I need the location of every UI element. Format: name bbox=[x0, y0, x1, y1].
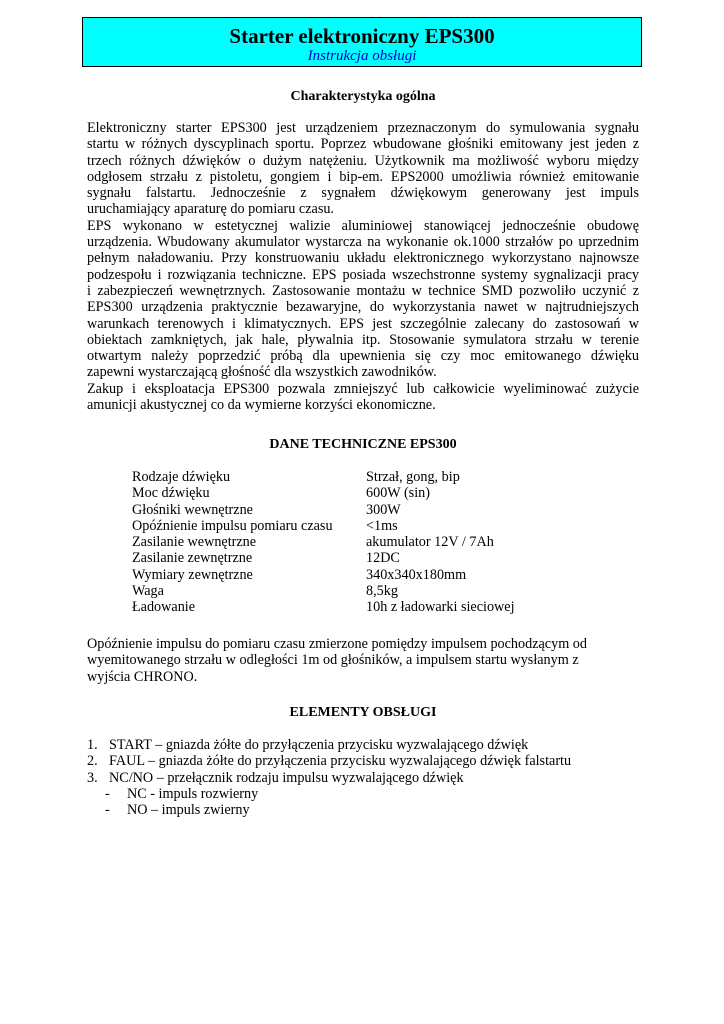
spec-value: Strzał, gong, bip bbox=[366, 469, 460, 485]
text-line: sygnału falstartu. Jednocześnie z sygnałem dźwiękowym generowany jest impuls bbox=[87, 185, 639, 202]
spec-value: 340x340x180mm bbox=[366, 566, 467, 583]
text-line: Opóźnienie impulsu do pomiaru czasu zmierzone pomiędzy impulsem pochodzącym od bbox=[87, 636, 587, 652]
spec-row bbox=[132, 518, 515, 534]
text-line: EPS300 urządzenia praktycznie bezawaryjne, do wykorzystania nawet w najtrudniejszych bbox=[87, 299, 639, 316]
spec-value: 8,5kg bbox=[366, 583, 398, 600]
document-subtitle: Instrukcja obsługi bbox=[307, 48, 417, 64]
spec-value: 10h z ładowarki sieciowej bbox=[366, 599, 515, 616]
list-number: 3. bbox=[87, 769, 98, 786]
text-line: odgłosem strzału z pistoletu, gongiem i bip-em. EPS2000 umożliwia również emitowanie bbox=[87, 168, 639, 185]
list-item-text: FAUL – gniazda żółte do przyłączenia przycisku wyzwalającego dźwięk falstartu bbox=[109, 753, 572, 770]
sub-list-item-text: NC - impuls rozwierny bbox=[127, 785, 259, 802]
spec-label: Waga bbox=[132, 583, 164, 600]
list-item bbox=[87, 737, 571, 753]
text-line: warunkach terenowych i klimatycznych. EPS jest szczególnie zalecany do zastosowań w bbox=[87, 315, 639, 332]
text-line: wyjścia CHRONO. bbox=[87, 668, 198, 685]
spec-label: Opóźnienie impulsu pomiaru czasu bbox=[132, 517, 333, 534]
document-title: Starter elektroniczny EPS300 bbox=[229, 24, 495, 48]
sub-list-item bbox=[87, 786, 571, 802]
spec-row bbox=[132, 599, 515, 615]
section-heading-technical-data: DANE TECHNICZNE EPS300 bbox=[269, 437, 457, 452]
list-item bbox=[87, 770, 571, 786]
text-line: uruchamiający aparaturę do pomiaru czasu. bbox=[87, 201, 334, 218]
text-line: Zakup i eksploatacja EPS300 pozwala zmniejszyć lub całkowicie wyeliminować zużycie bbox=[87, 380, 639, 397]
spec-row bbox=[132, 469, 515, 485]
delay-note bbox=[87, 636, 639, 685]
spec-label: Wymiary zewnętrzne bbox=[132, 566, 253, 583]
spec-row bbox=[132, 534, 515, 550]
list-item-text: START – gniazda żółte do przyłączenia przycisku wyzwalającego dźwięk bbox=[109, 737, 529, 753]
text-line: zapewni wystarczającą głośność dla wszystkich zawodników. bbox=[87, 364, 437, 381]
list-item-text: NC/NO – przełącznik rodzaju impulsu wyzwalającego dźwięk bbox=[109, 769, 464, 786]
list-dash: - bbox=[105, 802, 110, 819]
spec-value: akumulator 12V / 7Ah bbox=[366, 534, 494, 551]
spec-row bbox=[132, 550, 515, 566]
list-number: 1. bbox=[87, 737, 98, 753]
list-number: 2. bbox=[87, 753, 98, 770]
spec-label: Ładowanie bbox=[132, 599, 196, 616]
text-line: obiektach zamkniętych, jak hale, pływalnia itp. Stosowanie symulatora strzału w terenie bbox=[87, 331, 639, 348]
spec-label: Zasilanie zewnętrzne bbox=[132, 550, 253, 567]
technical-specs-table bbox=[132, 469, 515, 616]
text-line: startu w różnych dyscyplinach sportu. Poprzez wbudowane głośniki emitowany jest jeden z bbox=[87, 136, 639, 153]
title-box bbox=[82, 17, 642, 67]
controls-list bbox=[87, 737, 571, 818]
sub-list-item bbox=[87, 802, 571, 818]
text-line: wyemitowanego strzału w odległości 1m od głośników, a impulsem startu wysłanym z bbox=[87, 652, 579, 669]
section-heading-controls: ELEMENTY OBSŁUGI bbox=[289, 705, 437, 720]
general-description bbox=[87, 120, 639, 413]
text-line: Elektroniczny starter EPS300 jest urządzeniem przeznaczonym do symulowania sygnału bbox=[87, 120, 639, 136]
text-line: amunicji akustycznej co da wymierne korzyści ekonomiczne. bbox=[87, 397, 436, 414]
spec-row bbox=[132, 502, 515, 518]
spec-value: 12DC bbox=[366, 550, 400, 567]
spec-row bbox=[132, 583, 515, 599]
spec-label: Zasilanie wewnętrzne bbox=[132, 534, 257, 551]
spec-row bbox=[132, 485, 515, 501]
list-dash: - bbox=[105, 785, 110, 802]
text-line: pełnym naładowaniu. Przy konstruowaniu układu elektronicznego wykorzystano najnowsze bbox=[87, 250, 639, 267]
list-item bbox=[87, 753, 571, 769]
spec-label: Głośniki wewnętrzne bbox=[132, 501, 253, 518]
text-line: podzespołu i rozwiązania techniczne. EPS posiada wszechstronne systemy sygnalizacji pracy bbox=[87, 266, 639, 283]
spec-value: 600W (sin) bbox=[366, 485, 430, 502]
spec-value: 300W bbox=[366, 501, 401, 518]
text-line: otwartym należy poprzedzić próbą dla upewnienia się czy moc emitowanego dźwięku bbox=[87, 348, 639, 365]
text-line: trzech różnych dźwięków o dużym natężeniu. Użytkownik ma możliwość wyboru między bbox=[87, 152, 639, 169]
spec-label: Moc dźwięku bbox=[132, 485, 210, 502]
text-line: i zabezpieczeń wewnętrznych. Zastosowanie montażu w technice SMD pozwoliło uczynić z bbox=[87, 282, 639, 299]
sub-list-item-text: NO – impuls zwierny bbox=[127, 802, 250, 819]
section-heading-general: Charakterystyka ogólna bbox=[290, 89, 436, 104]
text-line: EPS wykonano w estetycznej walizie aluminiowej stanowiącej jednocześnie obudowę bbox=[87, 217, 639, 234]
spec-row bbox=[132, 567, 515, 583]
spec-value: <1ms bbox=[366, 517, 398, 534]
spec-label: Rodzaje dźwięku bbox=[132, 469, 231, 485]
text-line: urządzenia. Wbudowany akumulator wystarcza na wykonanie ok.1000 strzałów po uprzednim bbox=[87, 234, 639, 251]
